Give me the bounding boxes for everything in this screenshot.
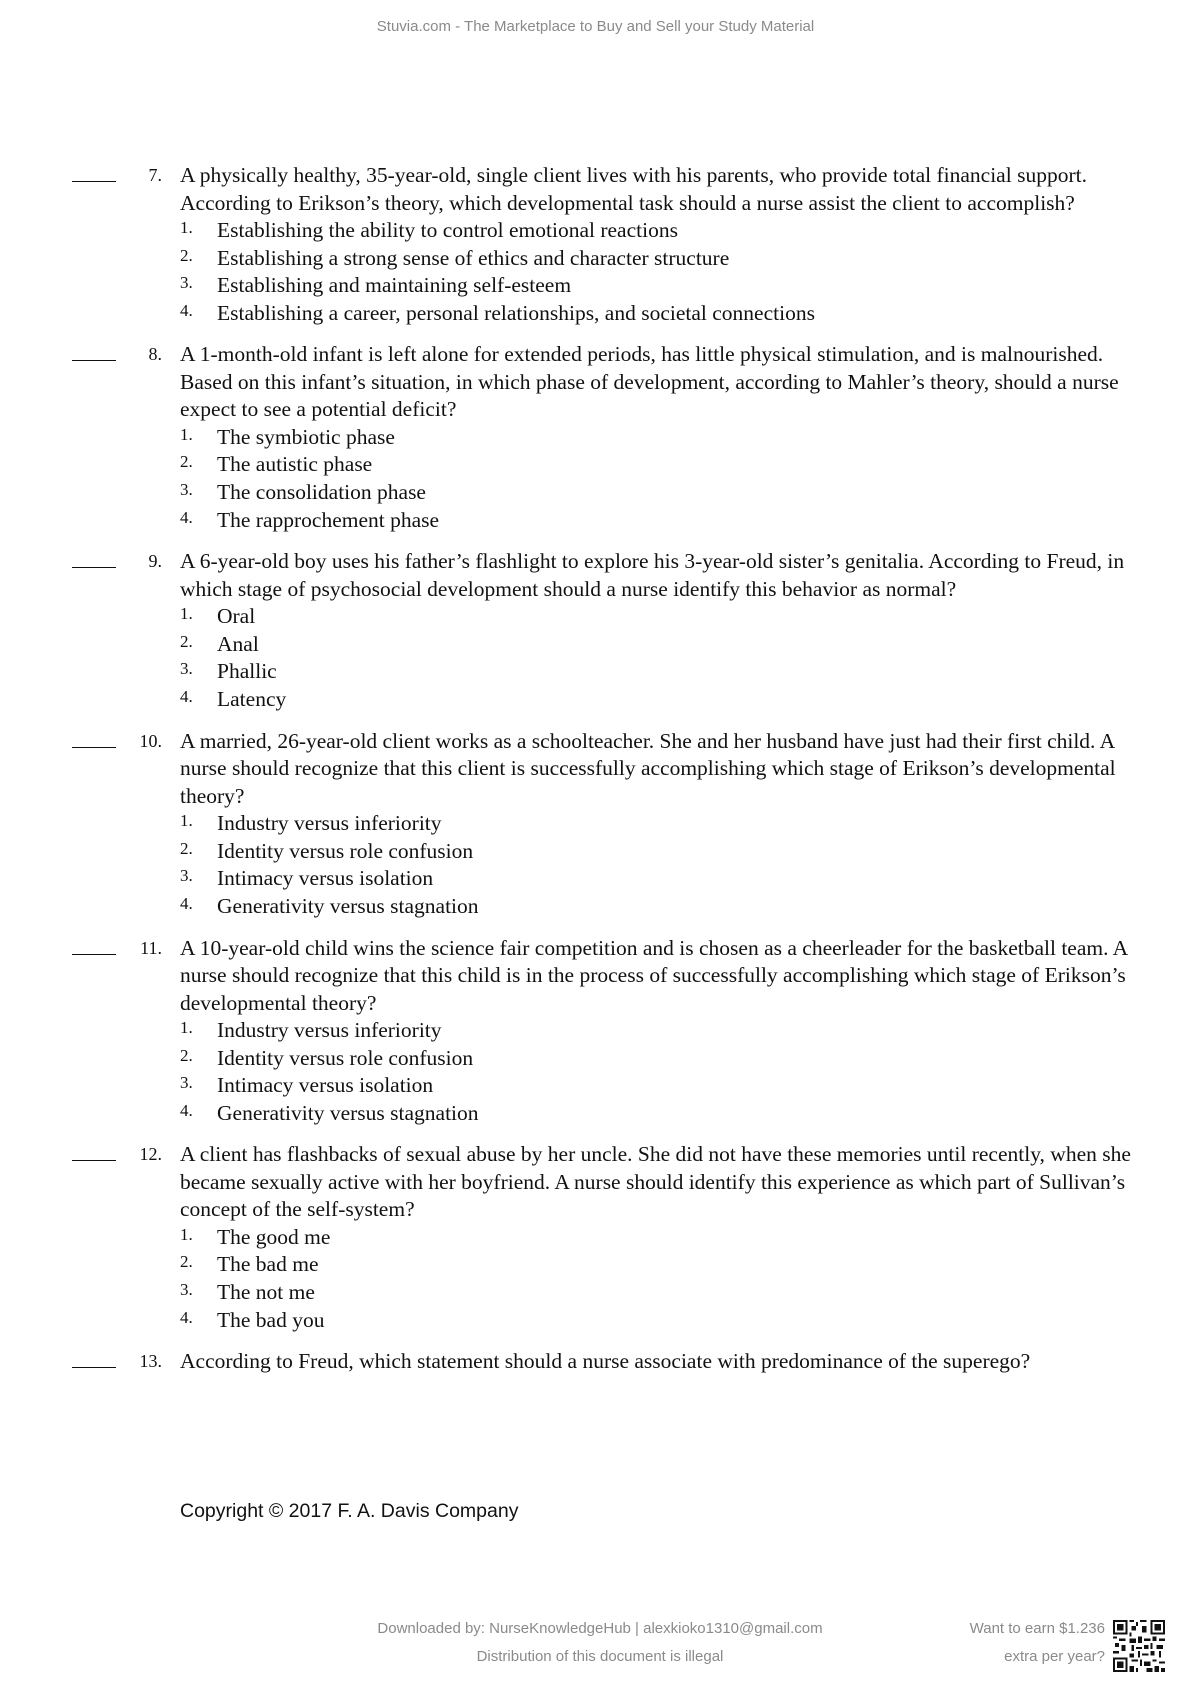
answer-blank[interactable] [72, 1367, 116, 1368]
option-text: Phallic [217, 659, 277, 684]
question-item [0, 1348, 1191, 1376]
question-list [0, 162, 1191, 1390]
option-number: 4. [180, 1100, 193, 1120]
question-item [0, 162, 1191, 327]
question-stem: A physically healthy, 35-year-old, single client lives with his parents, who provide total financial support. According to Erikson’s theory, which developmental task should a nurse assist the client to accomplish? [180, 163, 1087, 215]
option-number: 2. [180, 1252, 193, 1272]
question-number: 9. [148, 551, 162, 572]
answer-option [0, 865, 1191, 893]
option-number: 4. [180, 507, 193, 527]
question-number: 7. [148, 165, 162, 185]
option-number: 3. [180, 659, 193, 679]
answer-blank[interactable] [72, 567, 116, 568]
question-item [0, 1141, 1191, 1334]
option-list [0, 810, 1191, 920]
option-text: The bad you [217, 1307, 325, 1332]
option-text: Anal [217, 631, 259, 656]
question-stem: A 6-year-old boy uses his father’s flashlight to explore his 3-year-old sister’s genitalia. According to Freud, in which stage of psychosocial development should a nurse identify this behavior as normal? [180, 549, 1125, 601]
answer-option [0, 1251, 1191, 1279]
question-item [0, 728, 1191, 921]
option-text: Establishing a strong sense of ethics and character structure [217, 245, 730, 270]
answer-option [0, 300, 1191, 328]
answer-option [0, 686, 1191, 714]
answer-option [0, 1307, 1191, 1335]
option-text: Intimacy versus isolation [217, 866, 434, 891]
answer-option [0, 1279, 1191, 1307]
answer-option [0, 424, 1191, 452]
option-number: 2. [180, 838, 193, 858]
option-number: 1. [180, 218, 193, 237]
question-item [0, 341, 1191, 534]
option-list [0, 1017, 1191, 1127]
question-stem: A client has flashbacks of sexual abuse by her uncle. She did not have these memories until recently, when she became sexually active with her boyfriend. A nurse should identify this experience as which part of Sullivan’s concept of the self-system? [180, 1142, 1131, 1222]
answer-blank[interactable] [72, 181, 116, 182]
option-text: The consolidation phase [217, 480, 426, 505]
option-number: 1. [180, 424, 193, 444]
question-stem: A 10-year-old child wins the science fair competition and is chosen as a cheerleader for the basketball team. A nurse should recognize that this child is in the process of successfully accomplishing which stage of Erikson’s developmental theory? [180, 935, 1128, 1015]
answer-option [0, 245, 1191, 273]
answer-blank[interactable] [72, 747, 116, 748]
copyright-notice: Copyright © 2017 F. A. Davis Company [180, 1500, 519, 1522]
option-number: 2. [180, 1045, 193, 1065]
answer-option [0, 507, 1191, 535]
question-number: 12. [139, 1144, 162, 1165]
earn-promo-line2[interactable]: extra per year? [1004, 1648, 1105, 1665]
question-number: 8. [148, 344, 162, 365]
option-text: Establishing a career, personal relationships, and societal connections [217, 300, 815, 325]
answer-option [0, 479, 1191, 507]
answer-option [0, 1072, 1191, 1100]
option-number: 4. [180, 1307, 193, 1327]
option-text: The rapprochement phase [217, 507, 440, 532]
answer-option [0, 810, 1191, 838]
option-number: 1. [180, 811, 193, 831]
option-number: 1. [180, 1224, 193, 1244]
option-number: 3. [180, 273, 193, 293]
answer-option [0, 451, 1191, 479]
option-number: 1. [180, 604, 193, 624]
answer-option [0, 1100, 1191, 1128]
question-number: 13. [139, 1351, 162, 1372]
answer-blank[interactable] [72, 360, 116, 361]
option-number: 4. [180, 687, 193, 707]
question-stem: A married, 26-year-old client works as a schoolteacher. She and her husband have just had their first child. A nurse should recognize that this client is successfully accomplishing which stage of Erikson’s developmental theory? [180, 728, 1116, 808]
option-text: The bad me [217, 1252, 319, 1277]
option-number: 3. [180, 1073, 193, 1093]
answer-blank[interactable] [72, 1160, 116, 1161]
option-text: Industry versus inferiority [217, 811, 442, 836]
earn-promo-line1[interactable]: Want to earn $1.236 [969, 1620, 1105, 1637]
option-list [0, 603, 1191, 713]
option-list [0, 1224, 1191, 1334]
question-item [0, 935, 1191, 1128]
option-number: 3. [180, 1280, 193, 1300]
answer-option [0, 603, 1191, 631]
question-stem: A 1-month-old infant is left alone for extended periods, has little physical stimulation, and is malnourished. Based on this infant’s situation, in which phase of development, according to Mahler’s theory, should a nurse expect to see a potential deficit? [180, 342, 1119, 422]
answer-option [0, 1017, 1191, 1045]
option-text: Generativity versus stagnation [217, 1100, 479, 1125]
question-stem: According to Freud, which statement should a nurse associate with predominance of the superego? [180, 1349, 1031, 1374]
option-text: Establishing the ability to control emotional reactions [217, 218, 678, 242]
option-number: 4. [180, 300, 193, 320]
option-number: 3. [180, 480, 193, 500]
option-text: The symbiotic phase [217, 424, 395, 449]
option-text: Intimacy versus isolation [217, 1073, 434, 1098]
option-number: 1. [180, 1018, 193, 1037]
option-number: 2. [180, 245, 193, 265]
option-number: 4. [180, 893, 193, 913]
answer-option [0, 658, 1191, 686]
option-list [0, 424, 1191, 534]
option-number: 2. [180, 452, 193, 472]
option-text: Identity versus role confusion [217, 1045, 474, 1070]
answer-option [0, 1045, 1191, 1073]
option-text: Oral [217, 604, 256, 629]
answer-option [0, 631, 1191, 659]
option-text: The autistic phase [217, 452, 373, 477]
option-text: Industry versus inferiority [217, 1018, 442, 1042]
qr-code-icon[interactable] [1113, 1620, 1165, 1672]
option-text: Generativity versus stagnation [217, 893, 479, 918]
question-number: 11. [140, 937, 162, 958]
answer-blank[interactable] [72, 954, 116, 955]
question-number: 10. [139, 730, 162, 751]
downloaded-by-text: Downloaded by: NurseKnowledgeHub | alexkioko1310@gmail.com [377, 1620, 823, 1637]
option-number: 3. [180, 866, 193, 886]
answer-option [0, 272, 1191, 300]
option-text: Establishing and maintaining self-esteem [217, 273, 572, 298]
answer-option [0, 217, 1191, 245]
stuvia-header: Stuvia.com - The Marketplace to Buy and Sell your Study Material [376, 18, 815, 35]
option-number: 2. [180, 631, 193, 651]
answer-option [0, 1224, 1191, 1252]
distribution-notice: Distribution of this document is illegal [476, 1648, 724, 1665]
option-text: The good me [217, 1224, 331, 1249]
question-item [0, 548, 1191, 713]
answer-option [0, 893, 1191, 921]
option-list [0, 217, 1191, 327]
option-text: The not me [217, 1280, 315, 1305]
option-text: Identity versus role confusion [217, 838, 474, 863]
option-text: Latency [217, 687, 287, 712]
answer-option [0, 838, 1191, 866]
